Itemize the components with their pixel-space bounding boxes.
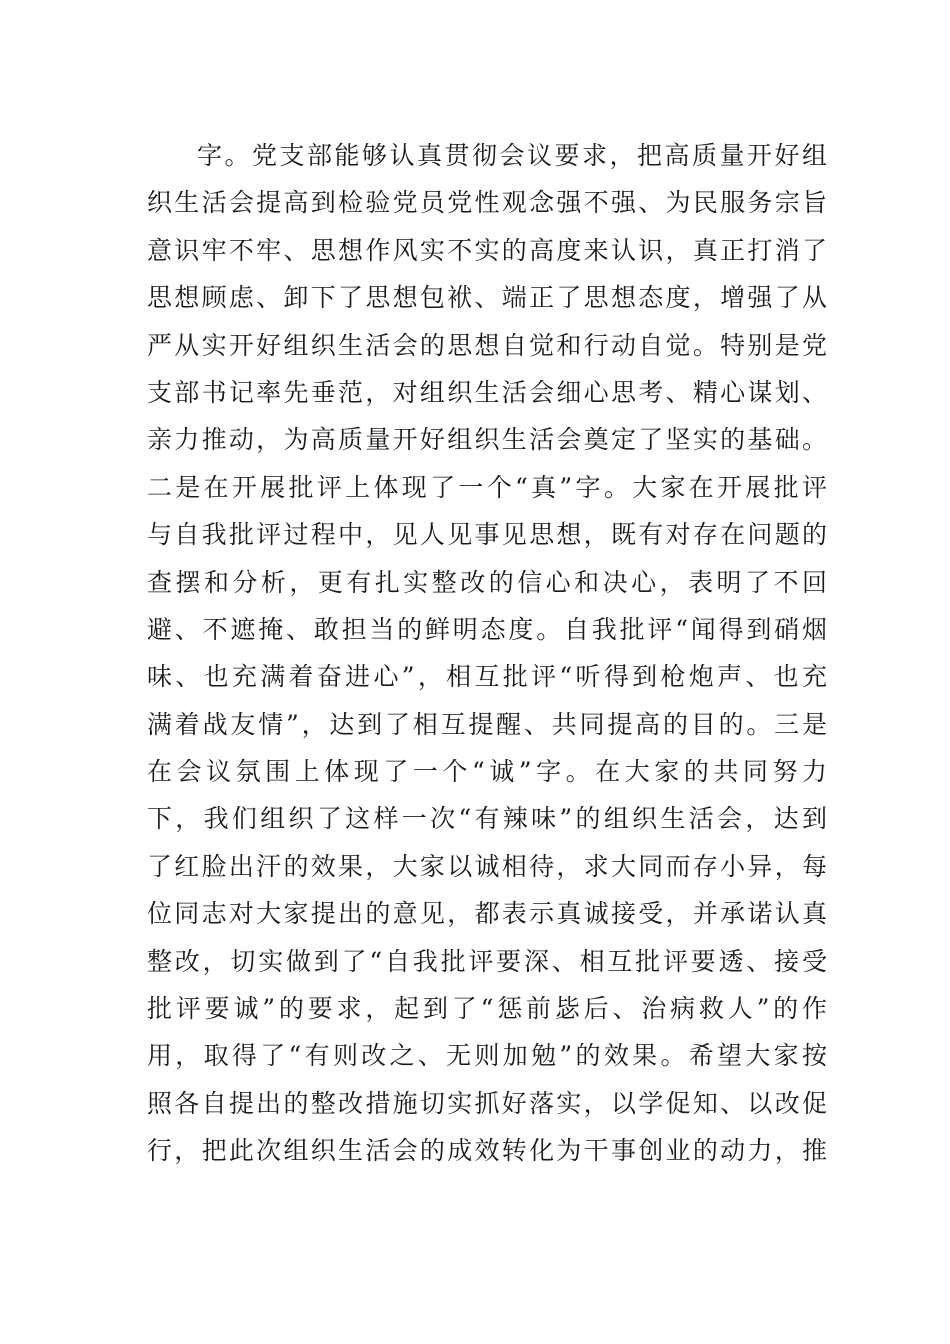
text-line: 避、不遮掩、敢担当的鲜明态度。自我批评“闻得到硝烟: [147, 614, 827, 644]
text-line: 与自我批评过程中，见人见事见思想，既有对存在问题的: [147, 520, 827, 550]
text-line: 查摆和分析，更有扎实整改的信心和决心，表明了不回: [147, 567, 827, 597]
text-line: 支部书记率先垂范，对组织生活会细心思考、精心谋划、: [147, 377, 827, 407]
text-line: 用，取得了“有则改之、无则加勉”的效果。希望大家按: [147, 1041, 827, 1071]
text-line: 下，我们组织了这样一次“有辣味”的组织生活会，达到: [147, 804, 827, 834]
text-line: 批评要诚”的要求，起到了“惩前毖后、治病救人”的作: [147, 994, 827, 1024]
text-line: 字。党支部能够认真贯彻会议要求，把高质量开好组: [197, 141, 827, 170]
body-text: [147, 132, 827, 1175]
text-line: 意识牢不牢、思想作风实不实的高度来认识，真正打消了: [147, 235, 827, 265]
text-line: 在会议氛围上体现了一个“诚”字。在大家的共同努力: [147, 757, 827, 787]
text-line: 二是在开展批评上体现了一个“真”字。大家在开展批评: [147, 472, 827, 502]
text-line: 了红脸出汗的效果，大家以诚相待，求大同而存小异，每: [147, 851, 827, 881]
text-line: 位同志对大家提出的意见，都表示真诚接受，并承诺认真: [147, 899, 827, 929]
text-line: 织生活会提高到检验党员党性观念强不强、为民服务宗旨: [147, 188, 827, 218]
text-line: 味、也充满着奋进心”，相互批评“听得到枪炮声、也充: [147, 662, 827, 692]
text-line: 思想顾虑、卸下了思想包袱、端正了思想态度，增强了从: [147, 283, 827, 313]
text-line: 行，把此次组织生活会的成效转化为干事创业的动力，推: [147, 1136, 827, 1166]
text-line: 满着战友情”，达到了相互提醒、共同提高的目的。三是: [147, 709, 827, 739]
text-line: 亲力推动，为高质量开好组织生活会奠定了坚实的基础。: [147, 425, 827, 455]
text-line: 严从实开好组织生活会的思想自觉和行动自觉。特别是党: [147, 330, 827, 360]
text-line: 整改，切实做到了“自我批评要深、相互批评要透、接受: [147, 946, 827, 976]
text-line: 照各自提出的整改措施切实抓好落实，以学促知、以改促: [147, 1088, 827, 1118]
